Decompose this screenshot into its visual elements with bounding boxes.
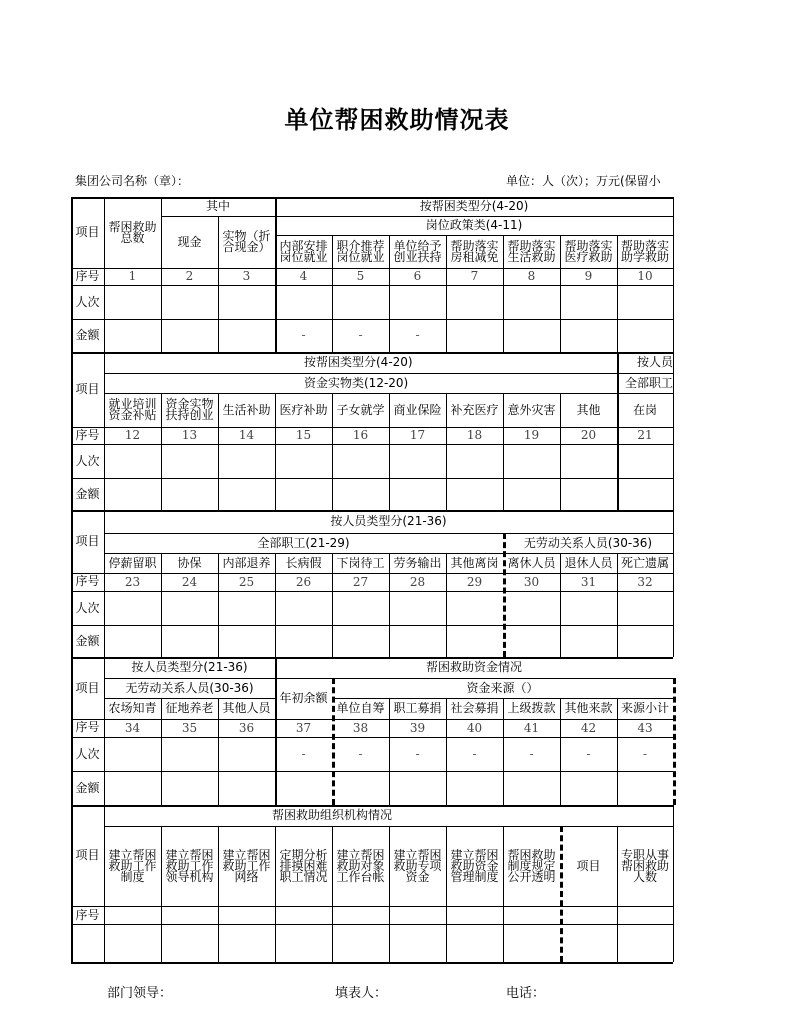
header-fund-source: 资金来源（） — [466, 680, 539, 695]
persons-input[interactable] — [503, 444, 560, 478]
col-header: 其他人员 — [222, 701, 271, 715]
header-by-person: 按人员类型分(21-36) — [131, 660, 248, 674]
amount-input[interactable] — [446, 478, 503, 510]
persons-input[interactable] — [104, 737, 161, 771]
row-label-persons: 人次 — [75, 746, 100, 761]
col-header: 停薪留职 — [108, 555, 157, 570]
persons-input[interactable] — [446, 285, 503, 319]
persons-input[interactable] — [560, 285, 617, 319]
persons-input[interactable] — [218, 591, 275, 625]
persons-input[interactable] — [104, 444, 161, 478]
col-header: 上级拨款 — [507, 701, 556, 715]
seq-number: 32 — [637, 574, 653, 589]
col-header: 医疗补助 — [279, 402, 328, 417]
seq-number: 17 — [409, 428, 426, 442]
seq-number: 6 — [413, 269, 422, 283]
relief-table — [71, 197, 673, 962]
side-item-label: 项目 — [576, 858, 601, 873]
col-header: 生活补助 — [222, 402, 271, 417]
persons-input[interactable]: - — [529, 746, 534, 761]
amount-input[interactable] — [218, 319, 275, 352]
col-header: 其他来款 — [564, 701, 613, 715]
amount-input[interactable] — [161, 478, 218, 510]
amount-input[interactable] — [161, 771, 218, 805]
row-label-seq: 序号 — [75, 428, 100, 442]
seq-number: 27 — [352, 574, 369, 589]
seq-number: 23 — [124, 574, 141, 589]
persons-input[interactable]: - — [586, 746, 591, 761]
row-label-seq: 序号 — [75, 574, 100, 588]
amount-input[interactable] — [389, 478, 446, 510]
amount-input[interactable] — [617, 771, 673, 805]
seq-number: 36 — [238, 720, 255, 735]
col-header: 建立帮困救助对象工作台帐 — [336, 847, 385, 884]
seq-number: 15 — [295, 428, 312, 442]
amount-input[interactable] — [104, 478, 161, 510]
grid-line — [71, 924, 673, 925]
persons-input[interactable] — [104, 285, 161, 319]
seq-number: 40 — [466, 720, 483, 735]
amount-input[interactable] — [560, 771, 617, 805]
seq-number: 16 — [352, 428, 369, 442]
col-header: 建立帮困救助资金管理制度 — [450, 847, 499, 884]
amount-input[interactable] — [389, 771, 446, 805]
persons-input[interactable] — [161, 591, 218, 625]
amount-input[interactable] — [275, 771, 332, 805]
row-label-seq: 序号 — [75, 907, 100, 922]
col-header: 意外灾害 — [507, 402, 556, 417]
persons-input[interactable] — [446, 444, 503, 478]
amount-input[interactable] — [104, 625, 161, 657]
persons-input[interactable] — [332, 591, 389, 625]
col-header: 内部安排岗位就业 — [279, 238, 328, 264]
amount-input[interactable] — [446, 319, 503, 352]
seq-number: 21 — [637, 428, 653, 442]
amount-input[interactable] — [332, 771, 389, 805]
seq-number: 12 — [124, 428, 141, 442]
persons-input[interactable]: - — [358, 746, 363, 761]
seq-number: 3 — [242, 269, 251, 283]
seq-number: 25 — [238, 574, 255, 589]
col-header: 年初余额 — [279, 691, 328, 705]
col-header: 农场知青 — [108, 701, 157, 715]
filler-label: 填表人： — [335, 986, 388, 1001]
row-label-persons: 人次 — [75, 600, 100, 615]
amount-input[interactable] — [560, 478, 617, 510]
persons-input[interactable] — [275, 285, 332, 319]
col-header: 协保 — [177, 555, 202, 570]
amount-input[interactable] — [332, 625, 389, 657]
header-no-labor: 无劳动关系人员(30-36) — [125, 680, 254, 695]
col-header: 资金实物扶持创业 — [165, 397, 214, 422]
seq-number: 20 — [580, 428, 597, 442]
seq-number: 9 — [584, 269, 593, 283]
seq-number: 1 — [128, 269, 137, 283]
amount-input[interactable] — [389, 625, 446, 657]
row-label-seq: 序号 — [75, 269, 100, 283]
amount-input[interactable] — [503, 625, 560, 657]
amount-input[interactable] — [161, 625, 218, 657]
row-label-item: 项目 — [75, 848, 100, 862]
col-header: 就业培训资金补贴 — [108, 397, 157, 422]
col-header: 帮困救助制度规定公开透明 — [507, 847, 556, 884]
seq-number: 35 — [181, 720, 198, 735]
seq-number: 13 — [181, 428, 198, 442]
persons-input[interactable] — [104, 591, 161, 625]
dept-leader-label: 部门领导： — [107, 986, 173, 1001]
persons-input[interactable] — [218, 444, 275, 478]
persons-input[interactable] — [161, 285, 218, 319]
persons-input[interactable]: - — [642, 746, 648, 761]
grid-line — [673, 510, 674, 657]
amount-input[interactable] — [617, 625, 673, 657]
col-header: 离休人员 — [507, 555, 556, 570]
side-col-header: 专职从事帮困救助人数 — [620, 847, 669, 884]
col-header: 征地养老 — [165, 701, 214, 715]
col-header: 建立帮困救助工作网络 — [222, 847, 271, 884]
header-total: 帮困救助总数 — [108, 219, 157, 245]
seq-number: 8 — [527, 269, 536, 283]
header-all-staff: 全部职工(21-29) — [257, 535, 350, 550]
row-label-item: 项目 — [75, 534, 100, 548]
amount-input[interactable]: - — [358, 328, 363, 342]
seq-number: 18 — [466, 428, 483, 442]
persons-input[interactable] — [560, 444, 617, 478]
header-by-person: 按人员 — [636, 355, 673, 369]
header-of-which: 其中 — [205, 199, 230, 213]
seq-number: 42 — [580, 720, 597, 735]
header-by-type: 按帮困类型分(4-20) — [419, 199, 529, 213]
persons-input[interactable] — [275, 591, 332, 625]
col-header: 帮助落实医疗救助 — [564, 238, 613, 264]
seq-number: 24 — [181, 574, 198, 589]
seq-number: 43 — [637, 720, 653, 735]
col-header: 职工募捐 — [393, 701, 442, 715]
row-label-amount: 金额 — [75, 633, 100, 648]
col-header: 建立帮困救助专项资金 — [393, 847, 442, 884]
amount-input[interactable] — [104, 319, 161, 352]
unit-label: 单位：人（次）；万元(保留小 — [506, 174, 661, 188]
grid-line — [673, 805, 674, 962]
grid-line — [673, 197, 674, 352]
amount-input[interactable] — [617, 478, 673, 510]
header-by-person: 按人员类型分(21-36) — [330, 514, 447, 528]
seq-number: 10 — [637, 269, 653, 283]
grid-line — [673, 352, 674, 510]
row-label-amount: 金额 — [75, 486, 100, 501]
persons-input[interactable] — [617, 285, 673, 319]
col-header: 其他离岗 — [450, 555, 499, 570]
seq-number: 29 — [466, 574, 483, 589]
persons-input[interactable] — [161, 737, 218, 771]
persons-input[interactable] — [617, 444, 673, 478]
persons-input[interactable]: - — [415, 746, 420, 761]
header-funds-goods: 资金实物类(12-20) — [304, 375, 409, 390]
amount-input[interactable] — [275, 478, 332, 510]
seq-number: 34 — [124, 720, 141, 735]
col-header: 定期分析排摸困难职工情况 — [279, 847, 328, 884]
seq-number: 19 — [523, 428, 540, 442]
col-header: 在岗 — [632, 402, 657, 417]
col-header: 内部退养 — [222, 555, 271, 570]
seq-number: 37 — [295, 720, 312, 735]
header-in-kind: 实物（折合现金） — [222, 229, 271, 254]
persons-input[interactable] — [332, 444, 389, 478]
row-label-item: 项目 — [75, 382, 100, 396]
col-header: 其他 — [576, 402, 601, 417]
company-name-label: 集团公司名称（章）： — [75, 174, 190, 188]
row-label-item: 项目 — [75, 225, 100, 239]
seq-number: 2 — [185, 269, 194, 283]
col-header: 建立帮困救助工作领导机构 — [165, 847, 214, 884]
col-header: 单位自筹 — [336, 701, 385, 715]
persons-input[interactable] — [503, 591, 560, 625]
seq-number: 39 — [409, 720, 426, 735]
persons-input[interactable]: - — [301, 746, 306, 761]
row-label-item: 项目 — [75, 680, 100, 695]
col-header: 长病假 — [285, 555, 322, 570]
col-header: 子女就学 — [336, 402, 385, 417]
col-header: 帮助落实助学救助 — [620, 238, 669, 264]
col-header: 单位给予创业扶持 — [393, 238, 442, 264]
amount-input[interactable]: - — [415, 328, 420, 342]
seq-number: 41 — [523, 720, 540, 735]
phone-label: 电话： — [506, 986, 546, 1001]
col-header: 帮助落实房租减免 — [450, 238, 499, 264]
seq-number: 38 — [352, 720, 369, 735]
amount-input[interactable] — [218, 625, 275, 657]
amount-input[interactable] — [218, 771, 275, 805]
seq-number: 4 — [299, 269, 308, 283]
header-no-labor: 无劳动关系人员(30-36) — [523, 535, 653, 550]
persons-input[interactable] — [560, 591, 617, 625]
amount-input[interactable] — [332, 478, 389, 510]
col-header: 社会募捐 — [450, 701, 499, 715]
header-org-status: 帮困救助组织机构情况 — [271, 808, 392, 822]
grid-line — [71, 962, 673, 964]
amount-input[interactable] — [446, 771, 503, 805]
amount-input[interactable] — [218, 478, 275, 510]
persons-input[interactable] — [389, 444, 446, 478]
header-all-staff: 全部职工 — [624, 375, 673, 390]
amount-input[interactable] — [446, 625, 503, 657]
persons-input[interactable] — [389, 285, 446, 319]
col-header: 退休人员 — [564, 555, 613, 570]
row-label-amount: 金额 — [75, 328, 100, 342]
amount-input[interactable] — [560, 319, 617, 352]
grid-line — [673, 678, 676, 805]
col-header: 劳务输出 — [393, 555, 442, 570]
col-header: 下岗待工 — [336, 555, 385, 570]
row-label-amount: 金额 — [75, 780, 100, 795]
amount-input[interactable]: - — [301, 328, 306, 342]
row-label-persons: 人次 — [75, 453, 100, 468]
persons-input[interactable] — [218, 737, 275, 771]
col-header: 来源小计 — [620, 701, 669, 715]
amount-input[interactable] — [161, 319, 218, 352]
amount-input[interactable] — [503, 319, 560, 352]
amount-input[interactable] — [275, 625, 332, 657]
col-header: 建立帮困救助工作制度 — [108, 847, 157, 884]
persons-input[interactable] — [446, 591, 503, 625]
amount-input[interactable] — [104, 771, 161, 805]
seq-number: 14 — [238, 428, 255, 442]
persons-input[interactable] — [503, 285, 560, 319]
persons-input[interactable] — [617, 591, 673, 625]
persons-input[interactable] — [389, 591, 446, 625]
col-header: 帮助落实生活救助 — [507, 238, 556, 264]
amount-input[interactable] — [503, 478, 560, 510]
seq-number: 26 — [295, 574, 312, 589]
seq-number: 30 — [523, 574, 540, 589]
row-label-persons: 人次 — [75, 294, 100, 309]
page-title: 单位帮困救助情况表 — [284, 106, 510, 134]
seq-number: 7 — [470, 269, 479, 283]
seq-number: 31 — [580, 574, 597, 589]
header-fund-status: 帮困救助资金情况 — [425, 660, 522, 674]
row-label-seq: 序号 — [75, 720, 100, 734]
header-by-type: 按帮困类型分(4-20) — [304, 355, 413, 369]
seq-number: 28 — [409, 574, 426, 589]
persons-input[interactable] — [275, 444, 332, 478]
col-header: 死亡遗属 — [620, 555, 669, 570]
amount-input[interactable] — [560, 625, 617, 657]
persons-input[interactable] — [218, 285, 275, 319]
persons-input[interactable] — [161, 444, 218, 478]
header-cash: 现金 — [177, 234, 202, 249]
col-header: 商业保险 — [393, 402, 442, 417]
amount-input[interactable] — [503, 771, 560, 805]
persons-input[interactable] — [332, 285, 389, 319]
col-header: 补充医疗 — [450, 402, 499, 417]
persons-input[interactable]: - — [472, 746, 477, 761]
seq-number: 5 — [356, 269, 365, 283]
header-job-policy: 岗位政策类(4-11) — [425, 218, 523, 232]
amount-input[interactable] — [617, 319, 673, 352]
col-header: 职介推荐岗位就业 — [336, 238, 385, 264]
